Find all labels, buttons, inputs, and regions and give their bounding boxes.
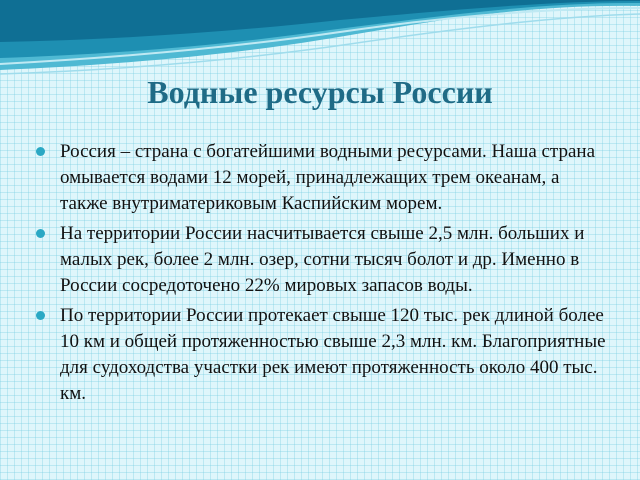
bullet-list xyxy=(30,139,610,407)
bullet-item xyxy=(30,221,610,299)
bullet-text: На территории России насчитывается свыше 2,5 млн. больших и малых рек, более 2 млн. озер, сотни тысяч болот и др. Именно в России сосредоточено 22% мировых запасов воды. xyxy=(60,223,585,296)
bullet-item xyxy=(30,303,610,407)
slide-title: Водные ресурсы России xyxy=(147,74,493,110)
bullet-item xyxy=(30,139,610,217)
bullet-text: По территории России протекает свыше 120 тыс. рек длиной более 10 км и общей протяженностью свыше 2,3 млн. км. Благоприятные для судоходства участки рек имеют протяженность около 400 тыс. км. xyxy=(60,305,606,404)
bullet-dot-icon xyxy=(36,229,45,238)
bullet-dot-icon xyxy=(36,147,45,156)
bullet-dot-icon xyxy=(36,311,45,320)
bullet-text: Россия – страна с богатейшими водными ресурсами. Наша страна омывается водами 12 морей, принадлежащих трем океанам, а также внутриматериковым Каспийским морем. xyxy=(60,141,596,214)
wave-decoration xyxy=(0,0,640,80)
